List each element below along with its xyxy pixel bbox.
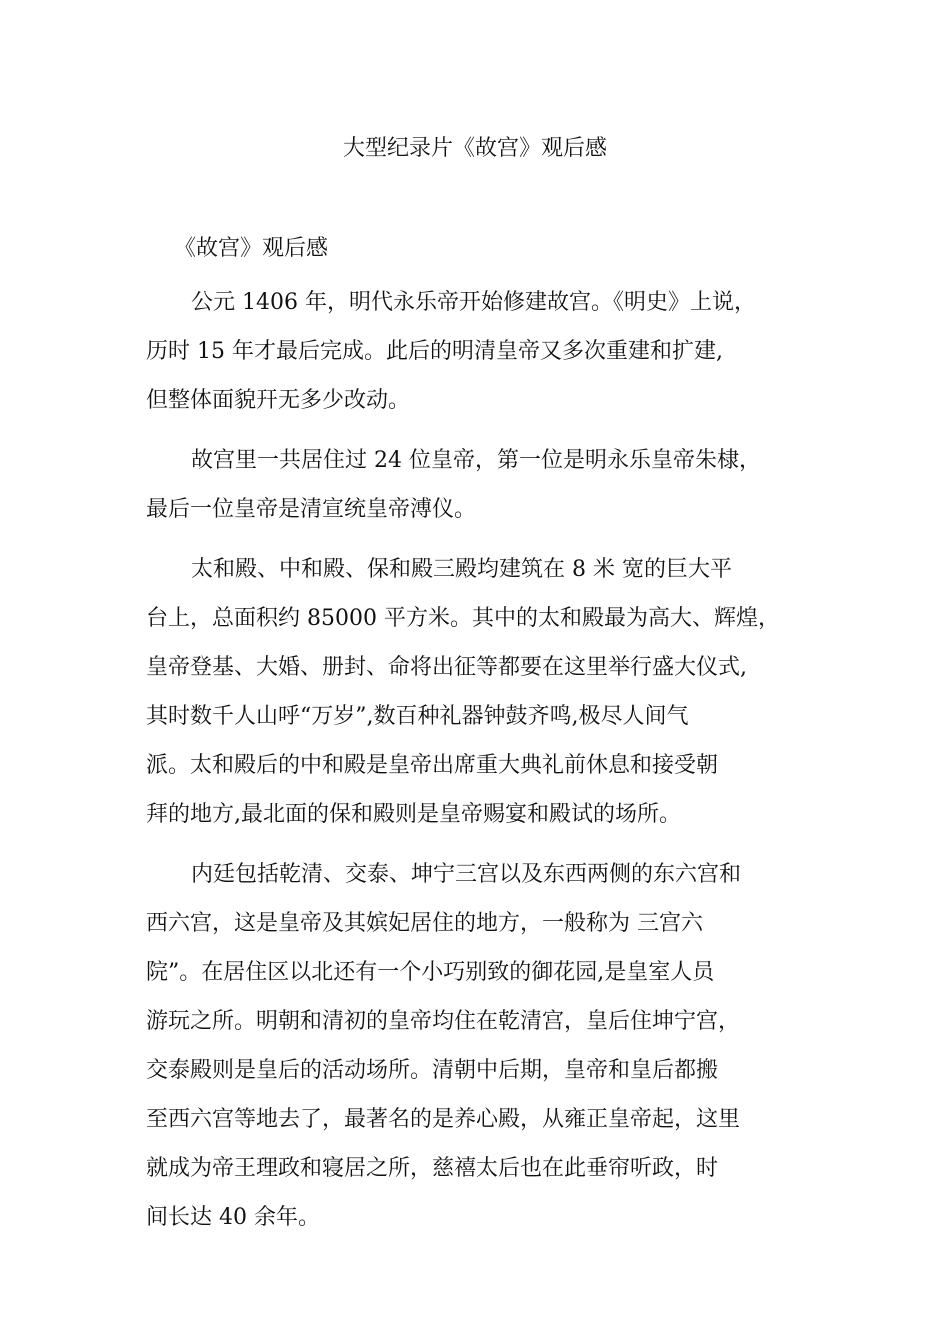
paragraph-line: 故宫里一共居住过 24 位皇帝，第一位是明永乐皇帝朱棣， bbox=[191, 448, 761, 473]
paragraph-line: 内廷包括乾清、交泰、坤宁三宫以及东西两侧的东六宫和 bbox=[191, 862, 742, 887]
paragraph-line: 最后一位皇帝是清宣统皇帝溥仪。 bbox=[146, 497, 477, 522]
paragraph-line: 公元 1406 年，明代永乐帝开始修建故宫。《明史》上说， bbox=[191, 290, 756, 315]
paragraph-line: 太和殿、中和殿、保和殿三殿均建筑在 8 米 宽的巨大平 bbox=[191, 557, 732, 582]
paragraph-line: 派。太和殿后的中和殿是皇帝出席重大典礼前休息和接受朝 bbox=[146, 753, 719, 778]
paragraph-line: 历时 15 年才最后完成。此后的明清皇帝又多次重建和扩建, bbox=[146, 339, 723, 364]
document-title: 大型纪录片《故宫》观后感 bbox=[342, 136, 607, 161]
paragraph-line: 院”。在居住区以北还有一个小巧别致的御花园,是皇室人员 bbox=[146, 960, 715, 985]
paragraph-construction bbox=[146, 278, 810, 425]
paragraph-inner-court bbox=[146, 850, 810, 1242]
section-heading: 《故宫》观后感 bbox=[174, 236, 329, 261]
paragraph-three-halls bbox=[146, 545, 810, 839]
paragraph-line: 台上，总面积约 85000 平方米。其中的太和殿最为高大、辉煌， bbox=[146, 606, 780, 631]
paragraph-line: 西六宫，这是皇帝及其嫔妃居住的地方，一般称为 三宫六 bbox=[146, 911, 703, 936]
document-body bbox=[146, 231, 810, 1242]
paragraph-line: 至西六宫等地去了，最著名的是养心殿，从雍正皇帝起，这里 bbox=[146, 1107, 741, 1132]
paragraph-line: 交泰殿则是皇后的活动场所。清朝中后期，皇帝和皇后都搬 bbox=[146, 1058, 719, 1083]
paragraph-line: 拜的地方,最北面的保和殿则是皇帝赐宴和殿试的场所。 bbox=[146, 802, 681, 827]
paragraph-emperors bbox=[146, 436, 810, 534]
paragraph-line: 就成为帝王理政和寝居之所，慈禧太后也在此垂帘听政，时 bbox=[146, 1156, 719, 1181]
paragraph-line: 间长达 40 余年。 bbox=[146, 1205, 320, 1230]
paragraph-line: 皇帝登基、大婚、册封、命将出征等都要在这里举行盛大仪式, bbox=[146, 655, 747, 680]
paragraph-line: 其时数千人山呼“万岁”,数百种礼器钟鼓齐鸣,极尽人间气 bbox=[146, 704, 689, 729]
paragraph-line: 游玩之所。明朝和清初的皇帝均住在乾清宫，皇后住坤宁宫， bbox=[146, 1009, 741, 1034]
paragraph-line: 但整体面貌幵无多少改动。 bbox=[146, 388, 411, 413]
